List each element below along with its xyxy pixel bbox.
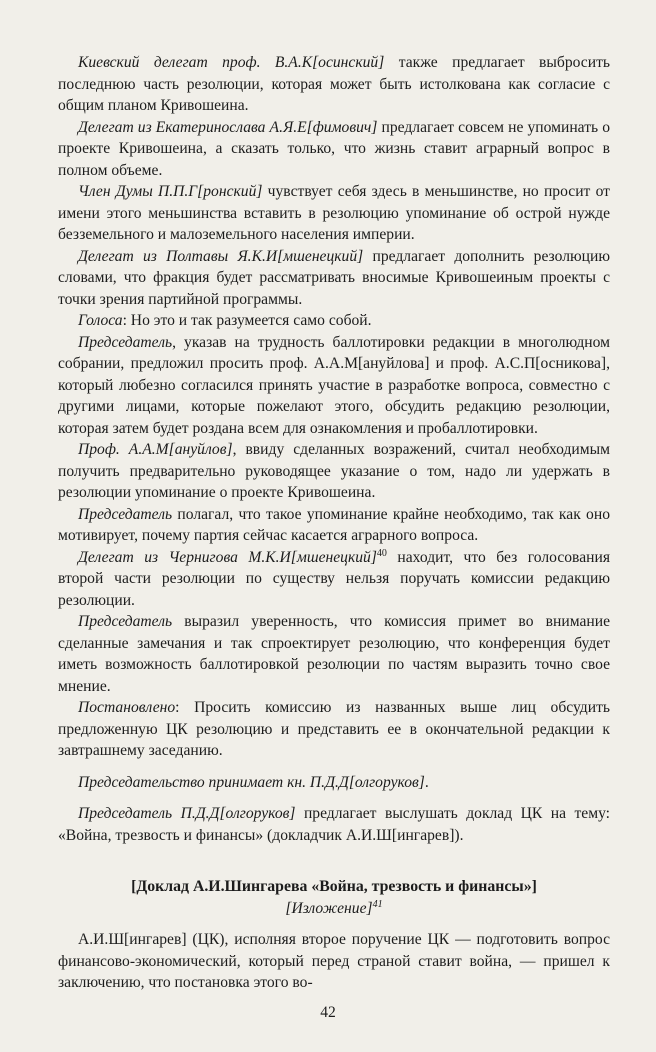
speaker: Председательство принимает кн. П.Д.Д[олгоруков]	[78, 773, 425, 791]
paragraph-text: чувствует себя здесь в меньшинстве, но просит от имени этого меньшинства вставить в резолюцию упоминание об острой нужде безземельного и малоземельного населения империи.	[58, 183, 610, 243]
speaker: Делегат из Екатеринослава А.Я.Е[фимович]	[78, 118, 378, 136]
paragraph-text: предлагает выслушать доклад ЦК на тему: «Война, трезвость и финансы» (докладчик А.И.Ш[ингарев]).	[58, 805, 611, 844]
speaker: Проф. А.А.М[ануйлов]	[78, 441, 233, 458]
section-sub-text: [Изложение]	[285, 899, 373, 917]
speaker: Председатель П.Д.Д[олгоруков]	[78, 805, 296, 822]
section-subheading	[58, 898, 610, 920]
paragraph-text: , ввиду сделанных возражений, считал необходимым получить предварительно руководящее указание о том, надо ли удержать в резолюции упоминание о проекте Кривошеина.	[58, 441, 610, 501]
paragraph-imshenetsky-poltava	[58, 246, 610, 311]
paragraph-text: А.И.Ш[ингарев] (ЦК), исполняя второе поручение ЦК — подготовить вопрос финансово-экономический, который перед страной ставит война, — пришел к заключению, что постановка этого во-	[58, 931, 610, 991]
paragraph-dolgorukov	[58, 803, 610, 846]
paragraph-text: .	[424, 773, 429, 791]
paragraph-kosinsky	[58, 52, 610, 117]
paragraph-manuilov	[58, 439, 610, 504]
paragraph-text: выразил уверенность, что комиссия примет во внимание сделанные замечания и так спроектирует резолюцию, что конференция будет иметь возможность баллотировкой резолюции по частям выразить точно свое мнение.	[58, 613, 610, 695]
page-number: 42	[320, 1004, 336, 1021]
paragraph-text: также предлагает выбросить последнюю часть резолюции, которая может быть истолкована как согласие с общим планом Кривошеина.	[58, 54, 611, 114]
footnote-ref: 40	[376, 547, 387, 559]
speaker: Председатель	[78, 333, 173, 351]
speaker: Киевский делегат проф. В.А.К[осинский]	[78, 54, 385, 71]
speaker: Делегат из Чернигова М.К.И[мшенецкий]	[78, 548, 377, 566]
section-heading: [Доклад А.И.Шингарева «Война, трезвость и финансы»]	[131, 878, 537, 895]
speaker: Делегат из Полтавы Я.К.И[мшенецкий]	[78, 247, 364, 265]
paragraph-text: , указав на трудность баллотировки редакции в многолюдном собрании, предложил просить проф. А.А.М[ануйлова] и проф. А.С.П[осникова], который любезно согласился принять участие в разработке вопроса, совместно с другими лицами, которые пожелают этого, обсудить редакцию резолюции, которая затем будет роздана всем для ознакомления и пробаллотировки.	[58, 333, 610, 437]
paragraph-text: находит, что без голосования второй части резолюции по существу нельзя поручать комиссии редакцию резолюции.	[58, 548, 610, 609]
paragraph-resolution	[58, 697, 610, 762]
paragraph-voices	[58, 310, 610, 332]
paragraph-text: : Но это и так разумеется само собой.	[122, 312, 372, 329]
speaker: Председатель	[78, 505, 173, 523]
speaker: Член Думы П.П.Г[ронский]	[78, 183, 263, 200]
paragraph-text: полагал, что такое упоминание крайне необходимо, так как оно мотивирует, почему партия сейчас касается аграрного вопроса.	[58, 505, 610, 544]
speaker: Председатель	[78, 613, 173, 630]
footnote-ref: 41	[372, 898, 383, 910]
paragraph-gronsky	[58, 181, 610, 246]
paragraph-imshenetsky-chernigov	[58, 547, 610, 612]
paragraph-shingarev	[58, 929, 610, 994]
paragraph-text: предлагает совсем не упоминать о проекте Кривошеина, а сказать только, что жизнь ставит аграрный вопрос в полном объеме.	[58, 118, 611, 179]
speaker: Голоса	[78, 312, 123, 329]
paragraph-chair-change	[58, 772, 610, 794]
paragraph-chairman-2	[58, 504, 610, 547]
paragraph-chairman-3	[58, 611, 610, 697]
paragraph-chairman-1	[58, 332, 610, 440]
paragraph-text: : Просить комиссию из названных выше лиц обсудить предложенную ЦК резолюцию и представить ее в окончательной редакции к завтрашнему заседанию.	[58, 699, 610, 759]
speaker: Постановлено	[78, 699, 176, 716]
paragraph-efimovich	[58, 117, 610, 182]
paragraph-text: предлагает дополнить резолюцию словами, что фракция будет рассматривать вносимые Кривошеиным проекты с точки зрения партийной программы.	[58, 247, 610, 308]
